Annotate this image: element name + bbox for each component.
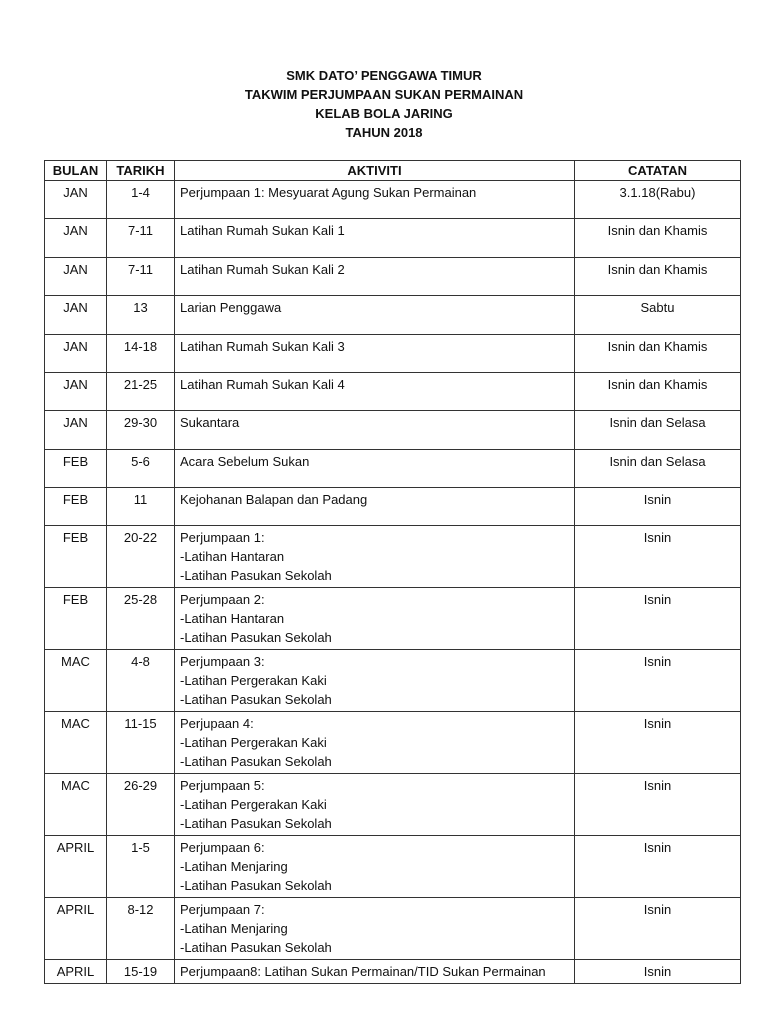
cell-catatan: Isnin dan Selasa xyxy=(575,450,741,488)
column-header-aktiviti: AKTIVITI xyxy=(175,161,575,181)
table-row xyxy=(45,960,741,984)
cell-bulan: APRIL xyxy=(45,960,107,984)
table-row xyxy=(45,411,741,450)
cell-bulan: APRIL xyxy=(45,898,107,960)
cell-tarikh: 20-22 xyxy=(107,526,175,588)
cell-tarikh: 13 xyxy=(107,296,175,335)
cell-bulan: JAN xyxy=(45,181,107,219)
cell-aktiviti xyxy=(175,373,575,411)
cell-tarikh: 15-19 xyxy=(107,960,175,984)
cell-catatan: Isnin xyxy=(575,960,741,984)
year-label: TAHUN 2018 xyxy=(345,125,423,140)
aktiviti-line: -Latihan Hantaran xyxy=(180,611,285,626)
cell-aktiviti xyxy=(175,774,575,836)
cell-catatan: Isnin xyxy=(575,488,741,526)
aktiviti-line: Perjupaan 4: xyxy=(180,716,254,731)
cell-aktiviti xyxy=(175,960,575,984)
cell-aktiviti xyxy=(175,411,575,450)
cell-aktiviti xyxy=(175,526,575,588)
cell-tarikh: 4-8 xyxy=(107,650,175,712)
aktiviti-line: Perjumpaan 1: xyxy=(180,530,265,545)
aktiviti-line: Kejohanan Balapan dan Padang xyxy=(180,492,368,507)
cell-bulan: JAN xyxy=(45,335,107,373)
cell-tarikh: 11-15 xyxy=(107,712,175,774)
cell-tarikh: 1-4 xyxy=(107,181,175,219)
table-row xyxy=(45,836,741,898)
table-row xyxy=(45,774,741,836)
cell-tarikh: 1-5 xyxy=(107,836,175,898)
cell-aktiviti xyxy=(175,712,575,774)
cell-catatan: Isnin dan Selasa xyxy=(575,411,741,450)
cell-aktiviti xyxy=(175,181,575,219)
table-row xyxy=(45,488,741,526)
cell-catatan: Isnin xyxy=(575,588,741,650)
table-header-row xyxy=(45,161,741,181)
aktiviti-line: Perjumpaan 2: xyxy=(180,592,265,607)
cell-bulan: JAN xyxy=(45,411,107,450)
cell-bulan: JAN xyxy=(45,373,107,411)
aktiviti-line: Latihan Rumah Sukan Kali 2 xyxy=(180,262,345,277)
aktiviti-line: -Latihan Hantaran xyxy=(180,549,285,564)
document-header xyxy=(0,66,768,142)
table-row xyxy=(45,526,741,588)
cell-tarikh: 5-6 xyxy=(107,450,175,488)
cell-tarikh: 7-11 xyxy=(107,258,175,296)
cell-tarikh: 7-11 xyxy=(107,219,175,258)
cell-bulan: FEB xyxy=(45,450,107,488)
aktiviti-line: Latihan Rumah Sukan Kali 3 xyxy=(180,339,345,354)
aktiviti-line: Perjumpaan 7: xyxy=(180,902,265,917)
schedule-table xyxy=(44,160,741,984)
cell-tarikh: 29-30 xyxy=(107,411,175,450)
table-row xyxy=(45,181,741,219)
aktiviti-line: Perjumpaan8: Latihan Sukan Permainan/TID Sukan Permainan xyxy=(180,964,546,979)
aktiviti-line: -Latihan Pasukan Sekolah xyxy=(180,568,332,583)
aktiviti-line: Perjumpaan 3: xyxy=(180,654,265,669)
table-row xyxy=(45,219,741,258)
aktiviti-line: Perjumpaan 6: xyxy=(180,840,265,855)
cell-catatan: Isnin xyxy=(575,774,741,836)
cell-bulan: JAN xyxy=(45,258,107,296)
table-row xyxy=(45,898,741,960)
cell-tarikh: 26-29 xyxy=(107,774,175,836)
aktiviti-line: -Latihan Pasukan Sekolah xyxy=(180,754,332,769)
aktiviti-line: -Latihan Pasukan Sekolah xyxy=(180,816,332,831)
table-row xyxy=(45,450,741,488)
cell-bulan: MAC xyxy=(45,712,107,774)
aktiviti-line: -Latihan Pasukan Sekolah xyxy=(180,692,332,707)
cell-tarikh: 25-28 xyxy=(107,588,175,650)
cell-aktiviti xyxy=(175,258,575,296)
cell-catatan: Isnin dan Khamis xyxy=(575,335,741,373)
table-row xyxy=(45,712,741,774)
column-header-bulan: BULAN xyxy=(45,161,107,181)
cell-aktiviti xyxy=(175,219,575,258)
cell-tarikh: 11 xyxy=(107,488,175,526)
cell-catatan: Isnin xyxy=(575,898,741,960)
aktiviti-line: Acara Sebelum Sukan xyxy=(180,454,310,469)
aktiviti-line: Perjumpaan 5: xyxy=(180,778,265,793)
aktiviti-line: -Latihan Pergerakan Kaki xyxy=(180,797,327,812)
table-row xyxy=(45,296,741,335)
aktiviti-line: -Latihan Pergerakan Kaki xyxy=(180,735,327,750)
table-row xyxy=(45,373,741,411)
cell-catatan: Isnin dan Khamis xyxy=(575,373,741,411)
aktiviti-line: Larian Penggawa xyxy=(180,300,282,315)
cell-catatan: 3.1.18(Rabu) xyxy=(575,181,741,219)
table-row xyxy=(45,650,741,712)
table-body xyxy=(45,181,741,984)
aktiviti-line: -Latihan Pasukan Sekolah xyxy=(180,630,332,645)
school-name: SMK DATO’ PENGGAWA TIMUR xyxy=(286,68,482,83)
cell-tarikh: 8-12 xyxy=(107,898,175,960)
cell-tarikh: 21-25 xyxy=(107,373,175,411)
aktiviti-line: -Latihan Pasukan Sekolah xyxy=(180,940,332,955)
cell-tarikh: 14-18 xyxy=(107,335,175,373)
cell-bulan: FEB xyxy=(45,488,107,526)
aktiviti-line: Sukantara xyxy=(180,415,240,430)
document-title: TAKWIM PERJUMPAAN SUKAN PERMAINAN xyxy=(244,87,524,102)
cell-catatan: Isnin xyxy=(575,526,741,588)
cell-bulan: JAN xyxy=(45,296,107,335)
cell-catatan: Isnin xyxy=(575,712,741,774)
table-row xyxy=(45,258,741,296)
aktiviti-line: -Latihan Pergerakan Kaki xyxy=(180,673,327,688)
cell-bulan: JAN xyxy=(45,219,107,258)
table-row xyxy=(45,588,741,650)
cell-bulan: MAC xyxy=(45,650,107,712)
cell-aktiviti xyxy=(175,488,575,526)
cell-catatan: Isnin dan Khamis xyxy=(575,258,741,296)
cell-aktiviti xyxy=(175,335,575,373)
cell-catatan: Sabtu xyxy=(575,296,741,335)
cell-bulan: MAC xyxy=(45,774,107,836)
club-name: KELAB BOLA JARING xyxy=(315,106,453,121)
aktiviti-line: Perjumpaan 1: Mesyuarat Agung Sukan Permainan xyxy=(180,185,477,200)
cell-bulan: FEB xyxy=(45,526,107,588)
column-header-tarikh: TARIKH xyxy=(107,161,175,181)
cell-catatan: Isnin xyxy=(575,650,741,712)
aktiviti-line: Latihan Rumah Sukan Kali 1 xyxy=(180,223,345,238)
cell-aktiviti xyxy=(175,588,575,650)
cell-bulan: APRIL xyxy=(45,836,107,898)
aktiviti-line: Latihan Rumah Sukan Kali 4 xyxy=(180,377,345,392)
cell-aktiviti xyxy=(175,650,575,712)
table-row xyxy=(45,335,741,373)
column-header-catatan: CATATAN xyxy=(575,161,741,181)
cell-aktiviti xyxy=(175,836,575,898)
aktiviti-line: -Latihan Menjaring xyxy=(180,921,288,936)
aktiviti-line: -Latihan Pasukan Sekolah xyxy=(180,878,332,893)
cell-catatan: Isnin xyxy=(575,836,741,898)
cell-bulan: FEB xyxy=(45,588,107,650)
cell-aktiviti xyxy=(175,898,575,960)
aktiviti-line: -Latihan Menjaring xyxy=(180,859,288,874)
cell-aktiviti xyxy=(175,450,575,488)
cell-catatan: Isnin dan Khamis xyxy=(575,219,741,258)
cell-aktiviti xyxy=(175,296,575,335)
